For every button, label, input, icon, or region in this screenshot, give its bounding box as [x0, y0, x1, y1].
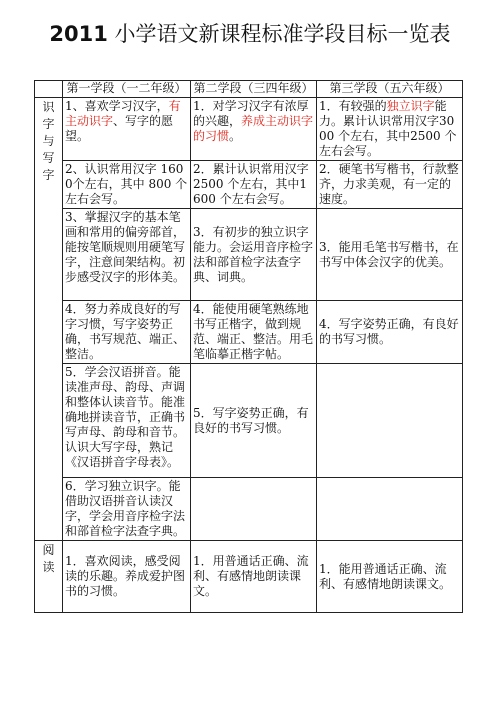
cell-r4-stage1: 4．努力养成良好的写字习惯，写字姿势正确，书写规范、端正、整洁。	[63, 301, 191, 364]
section-label-literacy: 识 字 与 写 字	[35, 98, 63, 541]
cell-r1-stage1: 1、喜欢学习汉字，有主动识字、写字的愿望。	[63, 98, 191, 161]
header-stage-1: 第一学段（一二年级）	[63, 81, 191, 98]
title-text: 小学语文新课程标准学段目标一览表	[107, 22, 451, 46]
cell-r5-stage2: 5．写字姿势正确，有良好的书写习惯。	[191, 364, 317, 478]
cell-r6-stage3	[317, 478, 463, 541]
header-corner	[35, 81, 63, 98]
cell-r2-stage2: 2．累计认识常用汉字2500 个左右，其中1600 个左右会写。	[191, 161, 317, 209]
header-stage-3: 第三学段（五六年级）	[317, 81, 463, 98]
highlight-text: 有主动识字	[65, 99, 181, 128]
cell-r3-stage1: 3、掌握汉字的基本笔画和常用的偏旁部首，能按笔顺规则用硬笔写字，注意间架结构。初步感受汉字的形体美。	[63, 209, 191, 301]
highlight-text: 独立识字	[386, 99, 435, 113]
table-row	[35, 209, 463, 301]
page-title	[0, 18, 500, 48]
cell-r5-stage3	[317, 364, 463, 478]
cell-r6-stage1: 6．学习独立识字。能借助汉语拼音认读汉字，学会用音序检字法和部首检字法查字典。	[63, 478, 191, 541]
cell-r6-stage2	[191, 478, 317, 541]
curriculum-table	[34, 80, 463, 613]
cell-r7-stage3: 1．能用普通话正确、流利、有感情地朗读课文。	[317, 541, 463, 613]
table-row	[35, 364, 463, 478]
cell-r2-stage1: 2、认识常用汉字 1600个左右，其中 800 个左右会写。	[63, 161, 191, 209]
highlight-text: 养成主动识字的习惯	[193, 114, 314, 143]
cell-r7-stage1: 1．喜欢阅读，感受阅读的乐趣。养成爱护图书的习惯。	[63, 541, 191, 613]
cell-r4-stage3: 4．写字姿势正确，有良好的书写习惯。	[317, 301, 463, 364]
cell-r2-stage3: 2．硬笔书写楷书，行款整齐，力求美观，有一定的速度。	[317, 161, 463, 209]
cell-r4-stage2: 4．能使用硬笔熟练地书写正楷字，做到规范、端正、整洁。用毛笔临摹正楷字帖。	[191, 301, 317, 364]
cell-r3-stage3: 3．能用毛笔书写楷书，在书写中体会汉字的优美。	[317, 209, 463, 301]
table-row	[35, 541, 463, 613]
cell-r1-stage2: 1．对学习汉字有浓厚的兴趣，养成主动识字的习惯。	[191, 98, 317, 161]
header-row	[35, 81, 463, 98]
table-row	[35, 161, 463, 209]
table-row	[35, 98, 463, 161]
cell-r1-stage3: 1．有较强的独立识字能力。累计认识常用汉字3000 个左右，其中2500 个左右会写。	[317, 98, 463, 161]
table-row	[35, 301, 463, 364]
title-year: 2011	[49, 22, 108, 46]
header-stage-2: 第二学段（三四年级）	[191, 81, 317, 98]
table-row	[35, 478, 463, 541]
cell-r7-stage2: 1．用普通话正确、流利、有感情地朗读课文。	[191, 541, 317, 613]
section-label-reading: 阅 读	[35, 541, 63, 613]
cell-r3-stage2: 3．有初步的独立识字能力。会运用音序检字法和部首检字法查字典、词典。	[191, 209, 317, 301]
cell-r5-stage1: 5．学会汉语拼音。能读准声母、韵母、声调和整体认读音节。能准确地拼读音节，正确书写声母、韵母和音节。认识大写字母，熟记《汉语拼音字母表》。	[63, 364, 191, 478]
